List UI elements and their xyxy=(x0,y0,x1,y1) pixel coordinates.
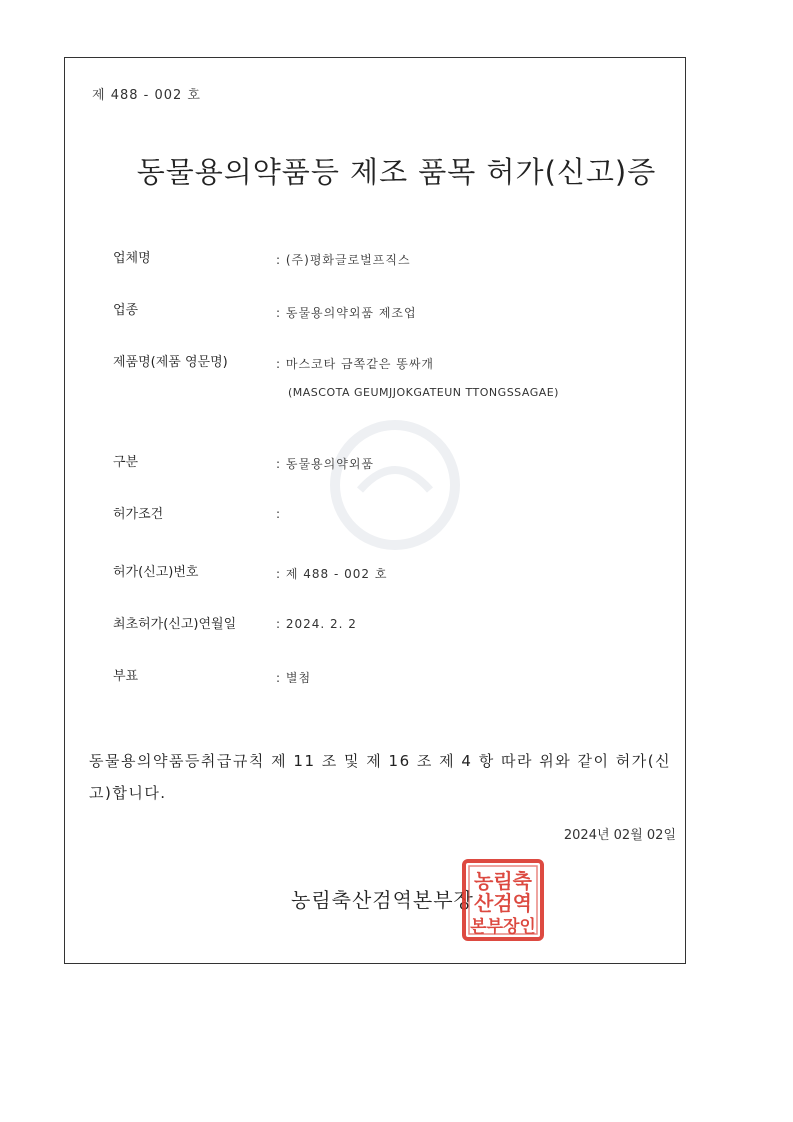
field-value-category: : 동물용의약외품 xyxy=(276,457,375,471)
issuer-name: 농림축산검역본부장 xyxy=(291,888,474,912)
field-value-permit-number: : 제 488 - 002 호 xyxy=(276,567,388,581)
official-seal xyxy=(461,858,545,942)
field-label-first-permit-date: 최초허가(신고)연월일 xyxy=(113,617,237,632)
field-label-company: 업체명 xyxy=(113,251,151,266)
permit-statement: 동물용의약품등취급규칙 제 11 조 및 제 16 조 제 4 항 따라 위와 같이 허가(신고)합니다. xyxy=(89,752,672,802)
issue-date: 2024년 02월 02일 xyxy=(563,828,676,843)
field-label-product-name: 제품명(제품 영문명) xyxy=(113,355,228,370)
field-value-business-type: : 동물용의약외품 제조업 xyxy=(276,306,417,320)
field-label-conditions: 허가조건 xyxy=(113,507,164,522)
field-value-attachment: : 별첨 xyxy=(276,671,312,685)
svg-text:본부장인: 본부장인 xyxy=(470,917,536,937)
field-value-conditions: : xyxy=(276,507,282,521)
document-title: 동물용의약품등 제조 품목 허가(신고)증 xyxy=(136,155,657,189)
field-value-product-name-english: (MASCOTA GEUMJJOKGATEUN TTONGSSAGAE) xyxy=(288,386,559,399)
emblem-watermark xyxy=(320,410,470,560)
field-label-category: 구분 xyxy=(113,455,139,470)
field-label-business-type: 업종 xyxy=(113,303,139,318)
field-value-company: : (주)평화글로벌프직스 xyxy=(276,253,411,267)
document-number: 제 488 - 002 호 xyxy=(92,88,201,103)
field-label-permit-number: 허가(신고)번호 xyxy=(113,565,199,580)
svg-text:산검역: 산검역 xyxy=(474,891,532,915)
field-value-first-permit-date: : 2024. 2. 2 xyxy=(276,617,357,631)
field-value-product-name: : 마스코타 금쪽같은 똥싸개 xyxy=(276,357,434,371)
svg-text:농림축: 농림축 xyxy=(474,869,532,893)
field-label-attachment: 부표 xyxy=(113,669,139,684)
